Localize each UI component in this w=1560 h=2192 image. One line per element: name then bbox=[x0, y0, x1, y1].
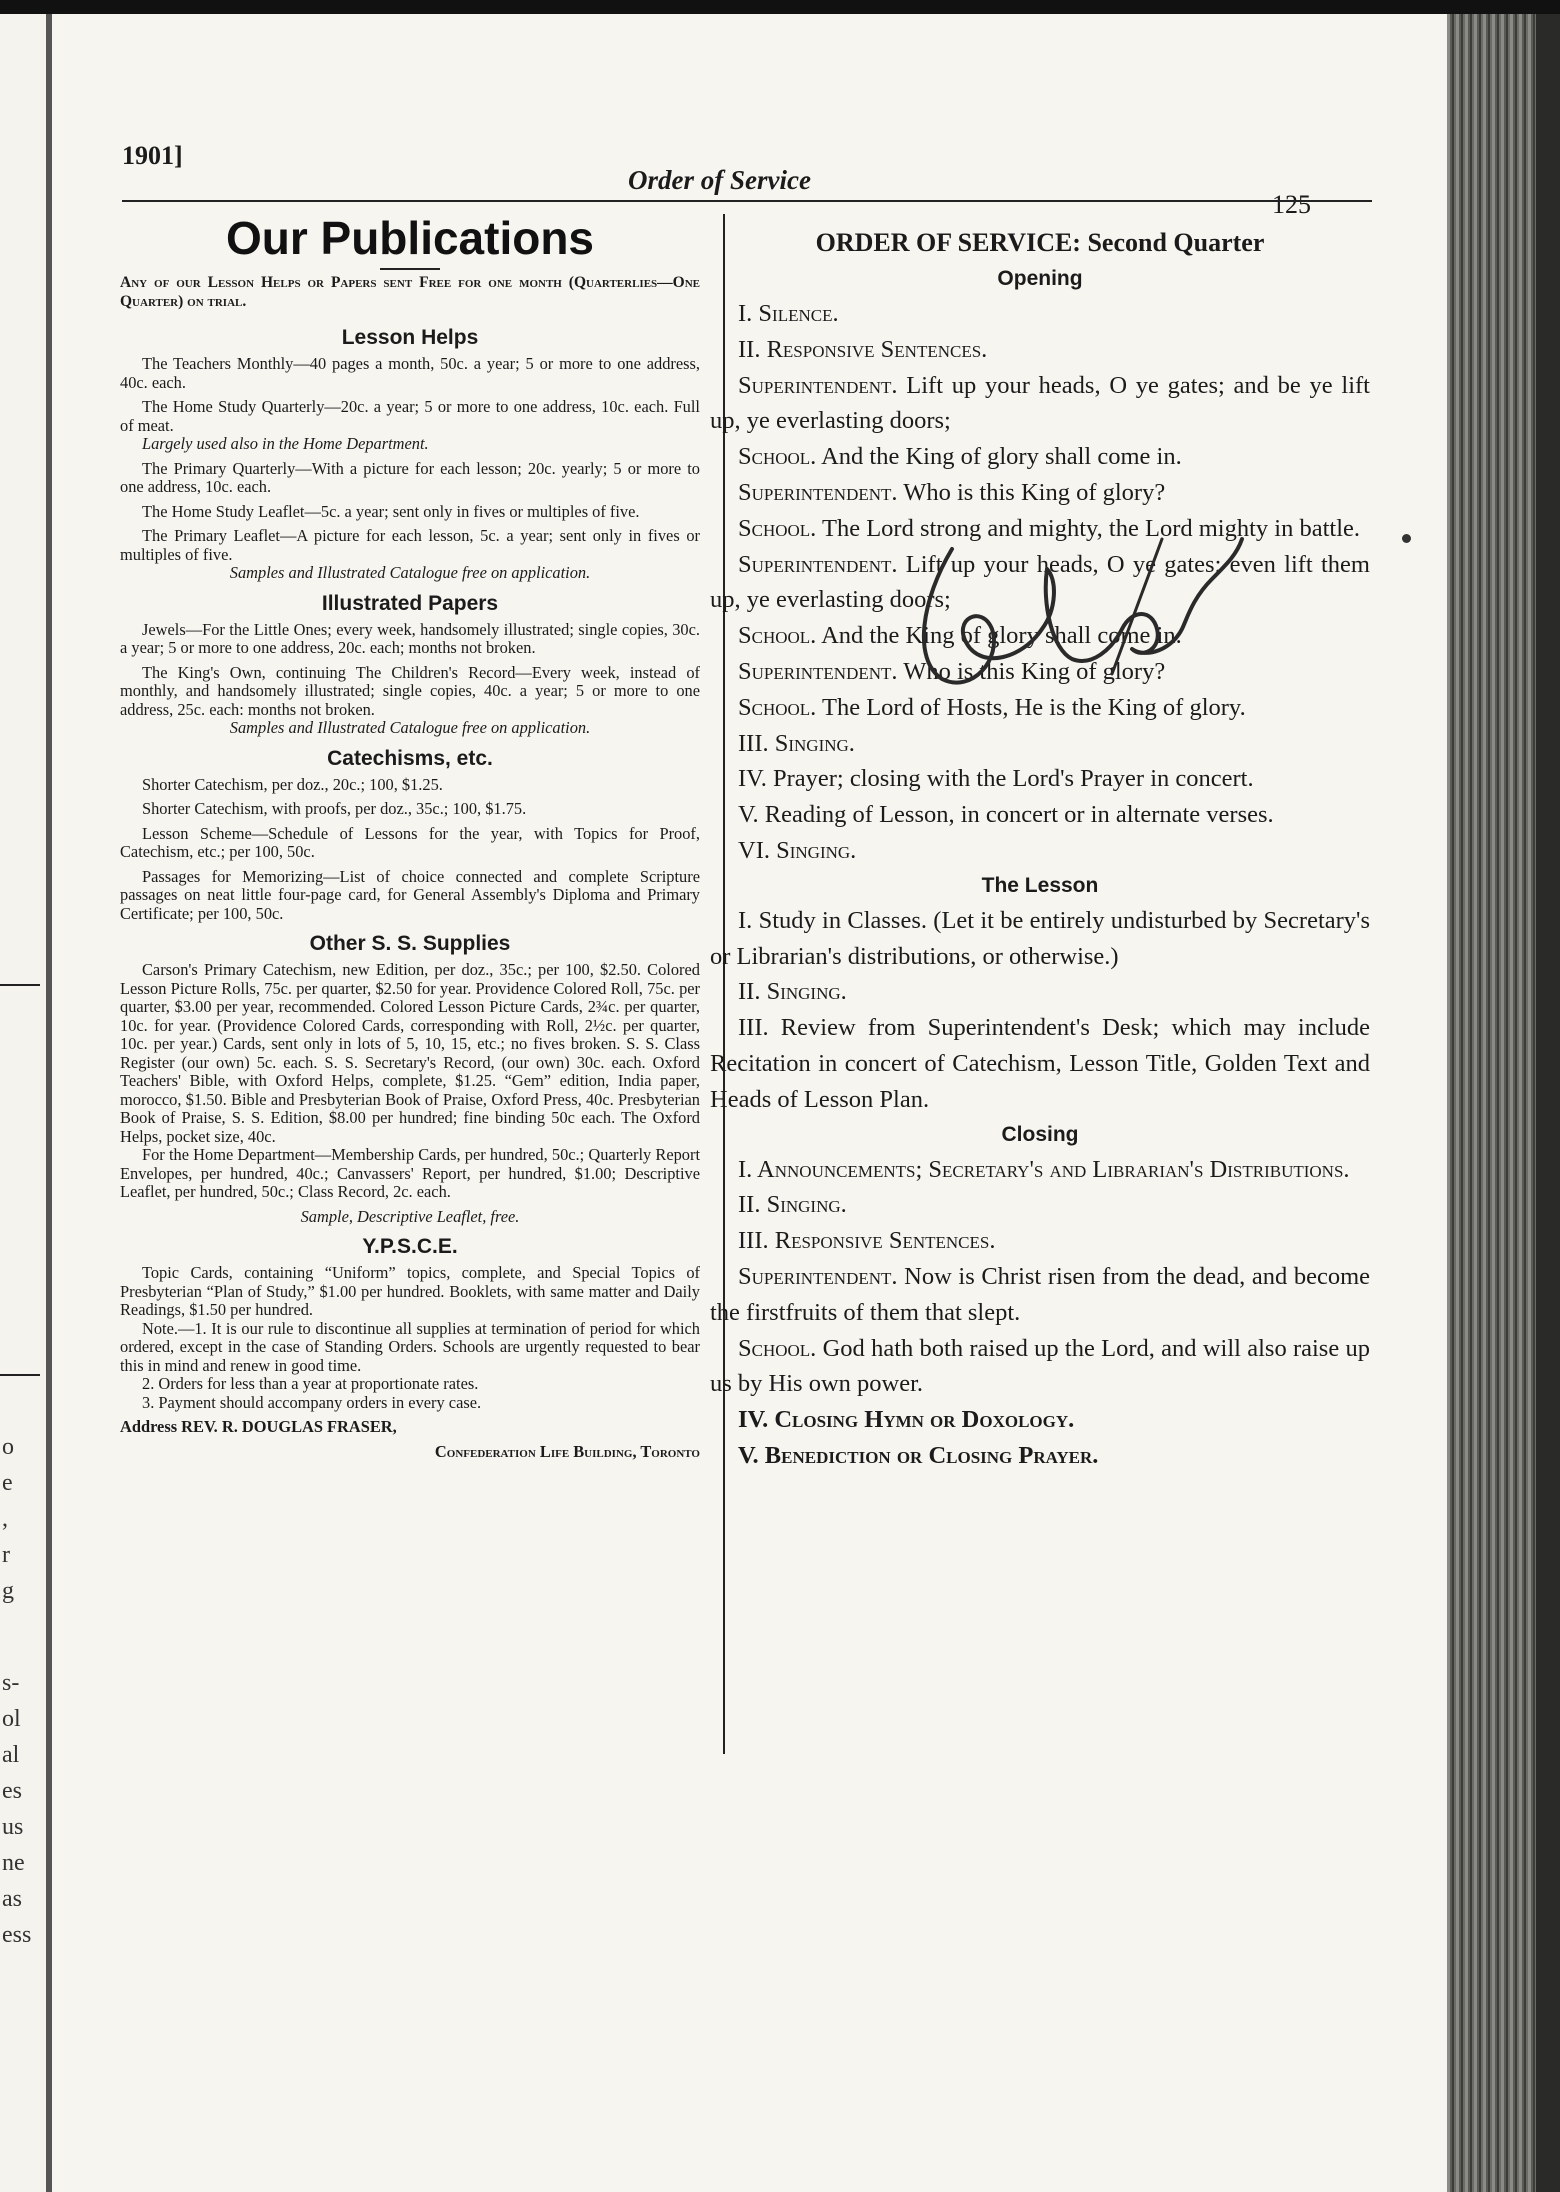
supplies-paragraph: Carson's Primary Catechism, new Edition, per doz., 35c.; per 100, $2.50. Colored Lesson Picture Rolls, 75c. per quarter, $2.50 for year. Providence Colored Roll, 75c. per quarter, $3.00 per year, recommended. Colored Lesson Picture Cards, 2¾c. per quarter, 10c. for year. (Providence Colored Cards, corresponding with Roll, 2½c. per quarter, 10c. per year.) Cards, sent only in lots of 5, 10, 15, etc.; no fives broken. S. S. Class Register (our own) 5c. each. S. S. Secretary's Record, (our own) 30c. each. Oxford Teachers' Bible, with Oxford Helps, complete, $1.25. “Gem” edition, India paper, morocco, $1.50. Bible and Presbyterian Book of Praise, Oxford Press, 40c. Presbyterian Book of Praise, S. S. Edition, $8.00 per hundred; fine binding 50c each. The Oxford Helps, pocket size, 40c. bbox=[120, 960, 700, 1146]
previous-page-fragment: r bbox=[2, 1542, 10, 1568]
address-building: Confederation Life Building, Toronto bbox=[434, 1441, 700, 1461]
previous-page-fragment: o bbox=[2, 1434, 14, 1460]
responsive-sentence bbox=[710, 368, 1370, 440]
response-text: And the King of glory shall come in. bbox=[821, 443, 1182, 471]
paper-item: Jewels—For the Little Ones; every week, handsomely illustrated; single copies, 30c. a year; 5 or more to one address, 20c. each; months not broken. bbox=[120, 619, 700, 657]
speaker: School. bbox=[738, 443, 817, 471]
opening-item: III. Singing. bbox=[738, 729, 855, 757]
previous-page-fragment: g bbox=[2, 1578, 14, 1604]
previous-page-fragment: e bbox=[2, 1470, 13, 1496]
opening-item: II. Responsive Sentences. bbox=[738, 335, 988, 363]
previous-page-fragment: ol bbox=[2, 1706, 21, 1732]
responsive-sentence bbox=[710, 1331, 1370, 1403]
samples-note: Samples and Illustrated Catalogue free on application. bbox=[229, 563, 591, 582]
handwritten-signature bbox=[882, 509, 1302, 709]
catechism-item: Lesson Scheme—Schedule of Lessons for the year, with Topics for Proof, Catechism, etc.; per 100, 50c. bbox=[120, 823, 700, 861]
publications-intro: Any of our Lesson Helps or Papers sent Free for one month (Quarterlies—One Quarter) on trial. bbox=[120, 274, 700, 310]
title-rule bbox=[380, 268, 440, 270]
opening-item: VI. Singing. bbox=[738, 836, 857, 864]
lesson-help-item: The Teachers Monthly—40 pages a month, 50c. a year; 5 or more to one address, 40c. each. bbox=[120, 354, 700, 392]
lesson-help-item: The Primary Leaflet—A picture for each lesson, 5c. a year; sent only in fives or multiples of five. bbox=[120, 526, 700, 564]
response-text: Who is this King of glory? bbox=[903, 478, 1166, 506]
header-rule bbox=[122, 200, 1372, 202]
speaker: School. bbox=[738, 514, 817, 542]
response-text: Lift up your heads, O ye gates; and be ye lift up, ye everlasting doors; bbox=[710, 371, 1370, 435]
previous-page-fragment: , bbox=[2, 1506, 8, 1532]
speaker: School. bbox=[738, 622, 817, 650]
opening-item: I. Silence. bbox=[738, 300, 839, 327]
page-edges bbox=[1447, 14, 1560, 2192]
lesson-helps-heading: Lesson Helps bbox=[341, 326, 479, 349]
previous-page-fragment: ne bbox=[2, 1850, 25, 1876]
previous-page-rule bbox=[0, 1374, 40, 1376]
note-3: 3. Payment should accompany orders in every case. bbox=[142, 1392, 482, 1412]
closing-item: II. Singing. bbox=[738, 1191, 847, 1219]
opening-item: IV. Prayer; closing with the Lord's Prayer in concert. bbox=[738, 765, 1254, 793]
scan-border bbox=[0, 0, 1560, 14]
lesson-help-item: The Primary Quarterly—With a picture for each lesson; 20c. yearly; 5 or more to one address, 10c. each. bbox=[120, 458, 700, 496]
catechism-item: Shorter Catechism, with proofs, per doz., 35c.; 100, $1.75. bbox=[142, 799, 527, 818]
lesson-item: I. Study in Classes. (Let it be entirely undisturbed by Secretary's or Librarian's distributions, or otherwise.) bbox=[710, 906, 1370, 970]
catechism-item: Passages for Memorizing—List of choice connected and complete Scripture passages on neat little four-page card, for General Assembly's Diploma and Primary Certificate; per 100, 50c. bbox=[120, 866, 700, 923]
response-text: Now is Christ risen from the dead, and become the firstfruits of them that slept. bbox=[710, 1262, 1371, 1326]
previous-page-fragment: as bbox=[2, 1886, 22, 1912]
other-supplies-heading: Other S. S. Supplies bbox=[309, 932, 511, 955]
previous-page-fragment: us bbox=[2, 1814, 24, 1840]
lesson-item: III. Review from Superintendent's Desk; which may include Recitation in concert of Catechism, Lesson Title, Golden Text and Heads of Lesson Plan. bbox=[710, 1014, 1370, 1113]
lesson-help-item: The Home Study Quarterly—20c. a year; 5 or more to one address, 10c. each. Full of meat. bbox=[120, 397, 700, 435]
speaker: Superintendent. bbox=[738, 550, 898, 578]
speaker: Superintendent. bbox=[738, 478, 898, 506]
previous-page-fragment: al bbox=[2, 1742, 20, 1768]
paper-item: The King's Own, continuing The Children's Record—Every week, instead of monthly, and handsomely illustrated; single copies, 40c. a year; 5 or more to one address, 25c. each: months not broken. bbox=[120, 662, 700, 719]
home-dept-note: Largely used also in the Home Department. bbox=[142, 434, 429, 453]
publications-title: Our Publications bbox=[225, 212, 595, 264]
responsive-sentence bbox=[710, 475, 1370, 511]
speaker: School. bbox=[738, 693, 817, 721]
lesson-help-item: The Home Study Leaflet—5c. a year; sent only in fives or multiples of five. bbox=[142, 501, 640, 521]
speaker: Superintendent. bbox=[738, 1262, 898, 1290]
response-text: The Lord strong and mighty, the Lord mighty in battle. bbox=[822, 514, 1360, 542]
previous-page-fragment: es bbox=[2, 1778, 22, 1804]
closing-item: I. Announcements; Secretary's and Librarian's Distributions. bbox=[738, 1155, 1350, 1183]
speaker: School. bbox=[738, 1334, 817, 1362]
samples-note: Samples and Illustrated Catalogue free on application. bbox=[229, 718, 591, 737]
response-text: Lift up your heads, O ye gates; even lift them up, ye everlasting doors; bbox=[710, 550, 1370, 614]
previous-page-rule bbox=[0, 984, 40, 986]
book-page bbox=[52, 14, 1447, 2192]
order-of-service-title: ORDER OF SERVICE: Second Quarter bbox=[815, 228, 1265, 257]
previous-page-fragment: ess bbox=[2, 1922, 32, 1948]
publications-column bbox=[120, 210, 700, 1467]
running-title: Order of Service bbox=[628, 165, 811, 195]
responsive-sentence bbox=[710, 1259, 1370, 1331]
previous-page-fragment: s- bbox=[2, 1670, 20, 1696]
previous-page-edge bbox=[0, 14, 46, 2192]
response-text: Who is this King of glory? bbox=[903, 657, 1166, 685]
opening-item: V. Reading of Lesson, in concert or in alternate verses. bbox=[738, 801, 1274, 829]
closing-item: IV. Closing Hymn or Doxology. bbox=[738, 1406, 1075, 1434]
illustrated-papers-heading: Illustrated Papers bbox=[321, 591, 499, 615]
response-text: The Lord of Hosts, He is the King of glory. bbox=[822, 693, 1246, 721]
response-text: And the King of glory shall come in. bbox=[821, 622, 1182, 650]
lesson-heading: The Lesson bbox=[981, 873, 1099, 897]
responsive-sentence bbox=[710, 439, 1370, 475]
sample-leaflet-note: Sample, Descriptive Leaflet, free. bbox=[300, 1206, 520, 1226]
order-of-service-column bbox=[710, 224, 1370, 1474]
home-dept-supplies: For the Home Department—Membership Cards, per hundred, 50c.; Quarterly Report Envelopes, per hundred, 40c.; Canvassers' Report, per hundred, $1.00; Descriptive Leaflet, per hundred, 50c.; Class Record, 2c. each. bbox=[120, 1145, 700, 1201]
page-number: 125 bbox=[1272, 190, 1311, 219]
response-text: God hath both raised up the Lord, and will also raise up us by His own power. bbox=[710, 1334, 1370, 1398]
note-2: 2. Orders for less than a year at proportionate rates. bbox=[142, 1374, 479, 1393]
opening-heading: Opening bbox=[997, 267, 1083, 290]
closing-item: V. Benediction or Closing Prayer. bbox=[738, 1441, 1099, 1469]
closing-heading: Closing bbox=[1001, 1122, 1079, 1146]
catechism-item: Shorter Catechism, per doz., 20c.; 100, $1.25. bbox=[142, 774, 443, 794]
lesson-item: II. Singing. bbox=[738, 978, 847, 1006]
ink-dot bbox=[1402, 534, 1411, 543]
header-year: 1901] bbox=[122, 141, 183, 170]
topic-cards-paragraph: Topic Cards, containing “Uniform” topics, complete, and Special Topics of Presbyterian “Plan of Study,” $1.00 per hundred. Booklets, with same matter and Daily Readings, $1.50 per hundred. bbox=[120, 1263, 700, 1319]
closing-item: III. Responsive Sentences. bbox=[738, 1227, 996, 1255]
speaker: Superintendent. bbox=[738, 371, 898, 399]
ypsce-heading: Y.P.S.C.E. bbox=[362, 1235, 458, 1258]
speaker: Superintendent. bbox=[738, 657, 898, 685]
catechisms-heading: Catechisms, etc. bbox=[327, 746, 493, 770]
address-line: Address REV. R. DOUGLAS FRASER, bbox=[120, 1417, 397, 1436]
note-1: Note.—1. It is our rule to discontinue all supplies at termination of period for which ordered, except in the case of Standing Orders. Schools are urgently requested to bear this in mind and renew in good time. bbox=[120, 1318, 700, 1375]
